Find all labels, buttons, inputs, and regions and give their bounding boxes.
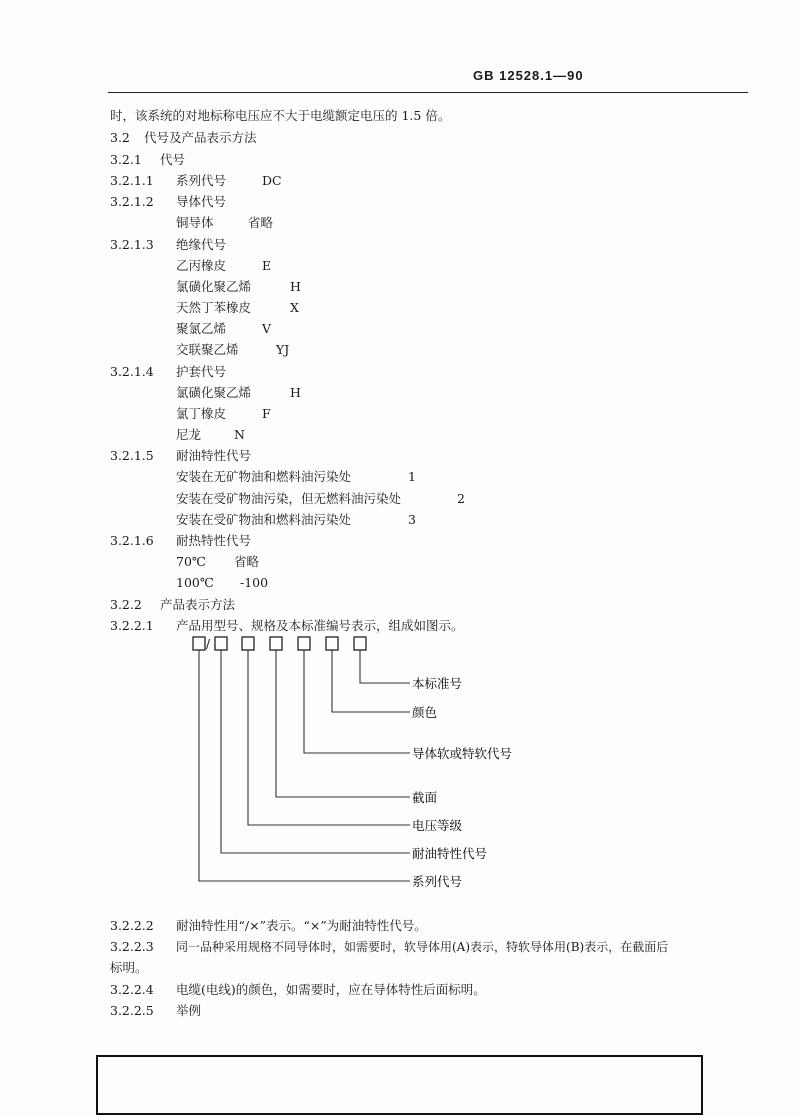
item-code: E (262, 258, 272, 273)
placeholder-box (193, 637, 205, 650)
section-title: 代号 (160, 152, 186, 167)
section-title: 绝缘代号 (176, 237, 227, 252)
section-title: 护套代号 (176, 364, 227, 379)
section-title: 系列代号 (176, 173, 227, 188)
section-title: 耐油特性代号 (176, 448, 252, 463)
item-name: 乙丙橡皮 (176, 258, 227, 273)
item-code: X (290, 300, 299, 315)
paragraph-text: 产品用型号、规格及本标准编号表示，组成如图示。 (176, 618, 464, 633)
standard-number: GB 12528.1—90 (473, 68, 584, 83)
item-code: H (290, 279, 301, 294)
item-name: 交联聚乙烯 (176, 342, 239, 357)
section-number: 3.2.1 (110, 152, 142, 167)
item-code: 1 (408, 469, 416, 484)
section-number: 3.2.2.1 (110, 618, 154, 633)
connector-line (276, 650, 410, 797)
intro-text: 时，该系统的对地标称电压应不大于电缆额定电压的 1.5 倍。 (110, 108, 451, 123)
item-name: 安装在无矿物油和燃料油污染处 (176, 469, 352, 484)
item-name: 安装在受矿物油和燃料油污染处 (176, 512, 352, 527)
diagram-label: 系列代号 (412, 874, 463, 889)
paragraph-text: 电缆(电线)的颜色，如需要时，应在导体特性后面标明。 (176, 982, 486, 997)
item-code: F (262, 406, 271, 421)
item-name: 聚氯乙烯 (176, 321, 227, 336)
code-value: DC (262, 173, 282, 188)
item-name: 铜导体 (176, 215, 214, 230)
section-number: 3.2 (110, 130, 130, 145)
paragraph-text: 同一品种采用规格不同导体时，如需要时，软导体用(A)表示，特软导体用(B)表示，在截面后 (176, 940, 669, 954)
diagram-label: 截面 (412, 790, 438, 805)
slash-separator: / (206, 637, 211, 651)
placeholder-box (326, 637, 338, 650)
paragraph-text: 耐油特性用“/×”表示。“×”为耐油特性代号。 (176, 918, 427, 933)
section-number: 3.2.2 (110, 597, 142, 612)
section-title: 产品表示方法 (160, 597, 236, 612)
placeholder-box (270, 637, 282, 650)
item-code: H (290, 385, 301, 400)
paragraph-continuation: 标明。 (110, 960, 148, 975)
connector-line (332, 650, 410, 712)
item-code: V (262, 321, 272, 336)
placeholder-box (242, 637, 254, 650)
item-name: 安装在受矿物油污染，但无燃料油污染处 (176, 491, 402, 506)
item-code: 3 (408, 512, 416, 527)
section-number: 3.2.1.4 (110, 364, 154, 379)
placeholder-box (354, 637, 366, 650)
item-name: 天然丁苯橡皮 (176, 300, 252, 315)
item-name: 尼龙 (176, 427, 202, 442)
connector-line (221, 650, 410, 853)
section-number: 3.2.1.6 (110, 533, 154, 548)
item-name: 70℃ (176, 554, 206, 569)
section-number: 3.2.1.2 (110, 194, 154, 209)
section-number: 3.2.2.5 (110, 1003, 154, 1018)
section-number: 3.2.2.3 (110, 939, 154, 954)
item-code: -100 (240, 575, 269, 590)
section-number: 3.2.2.2 (110, 918, 154, 933)
connector-line (304, 650, 410, 753)
connector-line (248, 650, 410, 825)
diagram-label: 导体软或特软代号 (412, 746, 513, 761)
item-code: YJ (276, 342, 290, 357)
section-title: 导体代号 (176, 194, 227, 209)
diagram-label: 本标准号 (412, 676, 463, 691)
section-number: 3.2.2.4 (110, 982, 154, 997)
diagram-label: 电压等级 (412, 818, 463, 833)
item-name: 氯磺化聚乙烯 (176, 279, 252, 294)
section-title: 耐热特性代号 (176, 533, 252, 548)
diagram-label: 颜色 (412, 705, 438, 720)
item-name: 100℃ (176, 575, 214, 590)
item-code: 省略 (248, 215, 274, 230)
section-number: 3.2.1.3 (110, 237, 154, 252)
connector-line (360, 650, 410, 683)
item-code: 省略 (234, 554, 260, 569)
example-box (96, 1055, 703, 1115)
item-name: 氯磺化聚乙烯 (176, 385, 252, 400)
placeholder-box (298, 637, 310, 650)
paragraph-text: 举例 (176, 1003, 202, 1018)
placeholder-box (215, 637, 227, 650)
item-code: 2 (457, 491, 465, 506)
item-code: N (234, 427, 245, 442)
section-number: 3.2.1.1 (110, 173, 154, 188)
section-number: 3.2.1.5 (110, 448, 154, 463)
section-title: 代号及产品表示方法 (144, 130, 257, 145)
diagram-label: 耐油特性代号 (412, 846, 488, 861)
item-name: 氯丁橡皮 (176, 406, 227, 421)
